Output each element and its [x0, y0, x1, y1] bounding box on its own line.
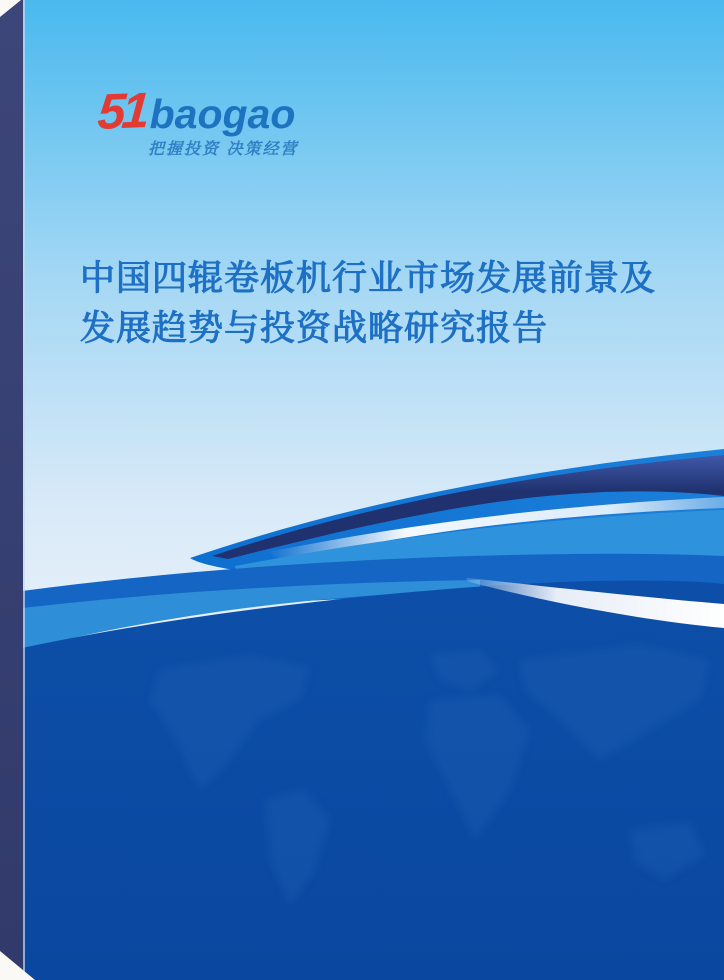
- logo-wordmark: [95, 82, 298, 140]
- logo-baogao-text: baogao: [149, 91, 296, 137]
- logo-tagline: 把握投资 决策经营: [148, 141, 299, 158]
- report-title: [80, 254, 680, 354]
- report-title-line1: 中国四辊卷板机行业市场发展前景及: [80, 259, 657, 298]
- left-spine-edge-highlight: [23, 0, 25, 980]
- wave-dark-base: [22, 581, 724, 980]
- logo: [95, 82, 299, 158]
- logo-51-mark: 51: [95, 82, 148, 140]
- left-spine-strip: [0, 0, 23, 980]
- report-title-line2: 发展趋势与投资战略研究报告: [80, 309, 549, 348]
